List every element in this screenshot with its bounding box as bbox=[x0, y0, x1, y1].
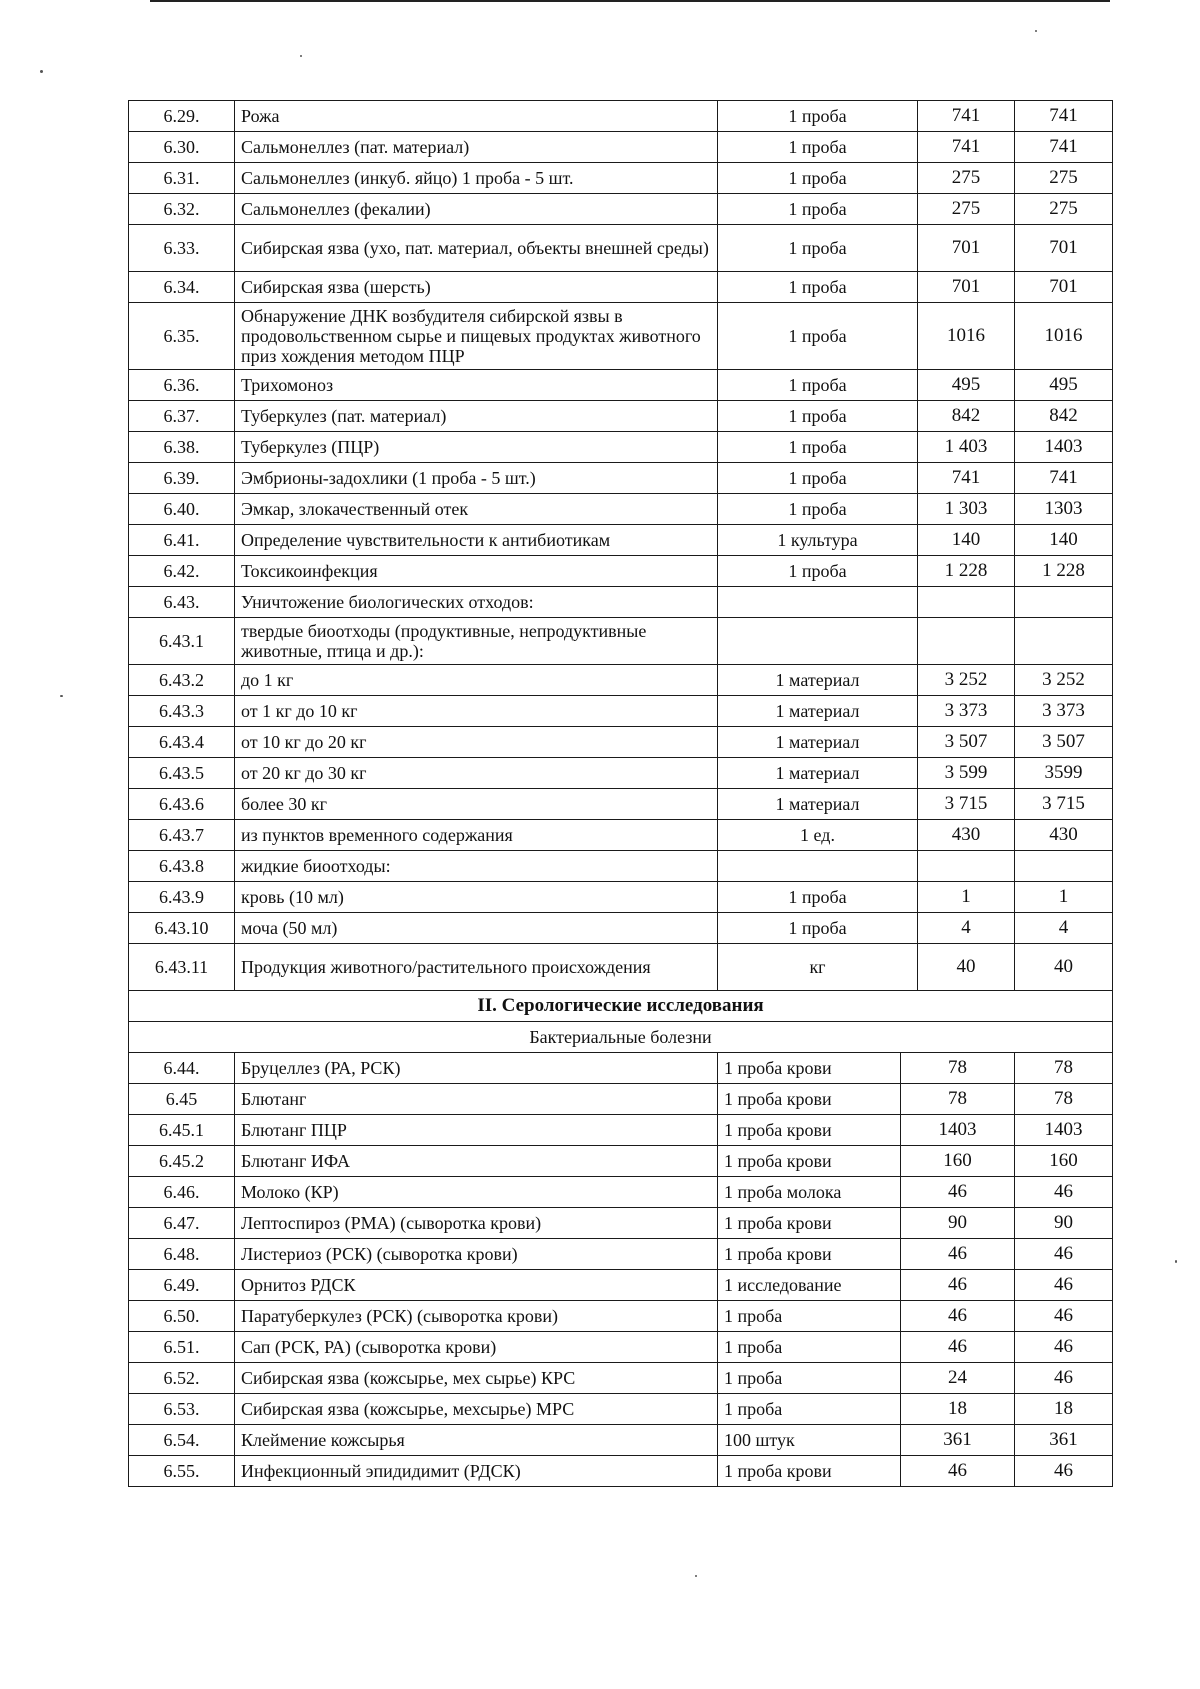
row-number: 6.31. bbox=[129, 163, 235, 194]
table-row bbox=[129, 758, 1113, 789]
row-unit: 1 материал bbox=[718, 696, 918, 727]
row-price-1: 275 bbox=[918, 194, 1015, 225]
row-service-name: Лептоспироз (РМА) (сыворотка крови) bbox=[235, 1208, 718, 1239]
row-unit: 1 проба bbox=[718, 370, 918, 401]
row-number: 6.43.4 bbox=[129, 727, 235, 758]
row-price-1: 46 bbox=[901, 1301, 1015, 1332]
row-price-1: 46 bbox=[901, 1270, 1015, 1301]
row-number: 6.49. bbox=[129, 1270, 235, 1301]
row-number: 6.43.7 bbox=[129, 820, 235, 851]
row-number: 6.47. bbox=[129, 1208, 235, 1239]
row-service-name: Сибирская язва (шерсть) bbox=[235, 272, 718, 303]
row-price-1: 90 bbox=[901, 1208, 1015, 1239]
row-service-name: Сальмонеллез (пат. материал) bbox=[235, 132, 718, 163]
row-service-name: моча (50 мл) bbox=[235, 913, 718, 944]
row-unit: 1 проба bbox=[718, 101, 918, 132]
row-unit: 1 проба bbox=[718, 913, 918, 944]
table-row bbox=[129, 225, 1113, 272]
scan-speck bbox=[300, 55, 302, 57]
table-row bbox=[129, 1394, 1113, 1425]
row-price-2: 40 bbox=[1015, 944, 1113, 991]
table-row bbox=[129, 194, 1113, 225]
row-price-1 bbox=[918, 618, 1015, 665]
row-number: 6.54. bbox=[129, 1425, 235, 1456]
row-service-name: Туберкулез (пат. материал) bbox=[235, 401, 718, 432]
row-unit: 1 проба bbox=[718, 303, 918, 370]
table-row bbox=[129, 727, 1113, 758]
row-service-name: более 30 кг bbox=[235, 789, 718, 820]
row-number: 6.50. bbox=[129, 1301, 235, 1332]
row-unit: 1 материал bbox=[718, 727, 918, 758]
section-title: II. Серологические исследования bbox=[129, 991, 1113, 1022]
row-price-1: 24 bbox=[901, 1363, 1015, 1394]
row-service-name: Трихомоноз bbox=[235, 370, 718, 401]
row-unit: 1 проба bbox=[718, 272, 918, 303]
table-row bbox=[129, 1239, 1113, 1270]
row-price-1: 140 bbox=[918, 525, 1015, 556]
scan-speck bbox=[1035, 30, 1037, 32]
subsection-title: Бактериальные болезни bbox=[129, 1022, 1113, 1053]
row-number: 6.33. bbox=[129, 225, 235, 272]
row-price-2: 1303 bbox=[1015, 494, 1113, 525]
row-number: 6.30. bbox=[129, 132, 235, 163]
table-row bbox=[129, 587, 1113, 618]
row-unit: 1 материал bbox=[718, 758, 918, 789]
row-price-2: 4 bbox=[1015, 913, 1113, 944]
scan-speck bbox=[1175, 1260, 1177, 1263]
table-row bbox=[129, 851, 1113, 882]
row-number: 6.36. bbox=[129, 370, 235, 401]
row-price-2: 46 bbox=[1015, 1456, 1113, 1487]
row-unit: 1 проба bbox=[718, 1301, 901, 1332]
row-number: 6.46. bbox=[129, 1177, 235, 1208]
row-price-2: 78 bbox=[1015, 1053, 1113, 1084]
row-unit: 1 проба крови bbox=[718, 1053, 901, 1084]
row-service-name: Паратуберкулез (РСК) (сыворотка крови) bbox=[235, 1301, 718, 1332]
table-row bbox=[129, 1363, 1113, 1394]
row-price-1: 46 bbox=[901, 1239, 1015, 1270]
row-number: 6.43. bbox=[129, 587, 235, 618]
row-number: 6.43.2 bbox=[129, 665, 235, 696]
table-row bbox=[129, 1115, 1113, 1146]
row-service-name: Блютанг ПЦР bbox=[235, 1115, 718, 1146]
row-unit: 1 проба bbox=[718, 556, 918, 587]
table-row bbox=[129, 463, 1113, 494]
row-unit: 1 проба bbox=[718, 432, 918, 463]
row-price-2 bbox=[1015, 587, 1113, 618]
row-unit bbox=[718, 851, 918, 882]
row-unit: 1 проба bbox=[718, 1332, 901, 1363]
row-number: 6.38. bbox=[129, 432, 235, 463]
row-service-name: Продукция животного/растительного происхождения bbox=[235, 944, 718, 991]
row-unit: 1 проба крови bbox=[718, 1146, 901, 1177]
row-service-name: Листериоз (РСК) (сыворотка крови) bbox=[235, 1239, 718, 1270]
row-price-1: 1 228 bbox=[918, 556, 1015, 587]
table-row bbox=[129, 1332, 1113, 1363]
row-price-1: 78 bbox=[901, 1084, 1015, 1115]
row-price-1: 18 bbox=[901, 1394, 1015, 1425]
table-row bbox=[129, 1146, 1113, 1177]
row-price-2: 842 bbox=[1015, 401, 1113, 432]
row-number: 6.43.1 bbox=[129, 618, 235, 665]
row-unit: 1 проба bbox=[718, 194, 918, 225]
row-service-name: Инфекционный эпидидимит (РДСК) bbox=[235, 1456, 718, 1487]
row-service-name: Сап (РСК, РА) (сыворотка крови) bbox=[235, 1332, 718, 1363]
row-price-1: 3 715 bbox=[918, 789, 1015, 820]
row-price-2: 3 507 bbox=[1015, 727, 1113, 758]
row-service-name: Сальмонеллез (инкуб. яйцо) 1 проба - 5 шт. bbox=[235, 163, 718, 194]
row-price-2: 18 bbox=[1015, 1394, 1113, 1425]
row-service-name: Сибирская язва (ухо, пат. материал, объекты внешней среды) bbox=[235, 225, 718, 272]
row-number: 6.45 bbox=[129, 1084, 235, 1115]
row-service-name: до 1 кг bbox=[235, 665, 718, 696]
row-number: 6.45.2 bbox=[129, 1146, 235, 1177]
row-number: 6.45.1 bbox=[129, 1115, 235, 1146]
row-price-1 bbox=[918, 851, 1015, 882]
row-unit bbox=[718, 618, 918, 665]
row-price-1: 3 252 bbox=[918, 665, 1015, 696]
table-row bbox=[129, 303, 1113, 370]
row-service-name: Эмкар, злокачественный отек bbox=[235, 494, 718, 525]
row-number: 6.35. bbox=[129, 303, 235, 370]
row-number: 6.43.5 bbox=[129, 758, 235, 789]
row-price-1: 40 bbox=[918, 944, 1015, 991]
table-row bbox=[129, 1053, 1113, 1084]
row-price-1: 430 bbox=[918, 820, 1015, 851]
row-number: 6.41. bbox=[129, 525, 235, 556]
row-price-2: 1403 bbox=[1015, 432, 1113, 463]
row-price-2: 3 252 bbox=[1015, 665, 1113, 696]
table-row bbox=[129, 913, 1113, 944]
table-section-headers bbox=[129, 991, 1113, 1053]
row-price-2: 46 bbox=[1015, 1332, 1113, 1363]
table-row bbox=[129, 1301, 1113, 1332]
table-row bbox=[129, 1208, 1113, 1239]
row-unit: 1 проба bbox=[718, 463, 918, 494]
row-unit: 1 проба bbox=[718, 882, 918, 913]
row-price-2: 140 bbox=[1015, 525, 1113, 556]
row-unit: 1 проба молока bbox=[718, 1177, 901, 1208]
row-price-1: 275 bbox=[918, 163, 1015, 194]
row-price-2: 160 bbox=[1015, 1146, 1113, 1177]
row-unit: кг bbox=[718, 944, 918, 991]
row-service-name: Обнаружение ДНК возбудителя сибирской язвы в продовольственном сырье и пищевых продуктах животного приз хождения методом ПЦР bbox=[235, 303, 718, 370]
row-price-2: 3599 bbox=[1015, 758, 1113, 789]
row-unit: 1 проба bbox=[718, 401, 918, 432]
table-row bbox=[129, 882, 1113, 913]
row-service-name: Уничтожение биологических отходов: bbox=[235, 587, 718, 618]
row-service-name: Сибирская язва (кожсырье, мех сырье) КРС bbox=[235, 1363, 718, 1394]
row-price-1: 160 bbox=[901, 1146, 1015, 1177]
row-service-name: Блютанг ИФА bbox=[235, 1146, 718, 1177]
row-number: 6.40. bbox=[129, 494, 235, 525]
scan-speck bbox=[695, 1575, 697, 1577]
row-price-1: 46 bbox=[901, 1456, 1015, 1487]
row-number: 6.39. bbox=[129, 463, 235, 494]
price-table bbox=[128, 100, 1113, 1487]
table-row bbox=[129, 1425, 1113, 1456]
row-number: 6.37. bbox=[129, 401, 235, 432]
row-unit: 1 ед. bbox=[718, 820, 918, 851]
row-number: 6.53. bbox=[129, 1394, 235, 1425]
row-price-2: 78 bbox=[1015, 1084, 1113, 1115]
row-unit: 1 проба крови bbox=[718, 1084, 901, 1115]
row-price-1: 3 373 bbox=[918, 696, 1015, 727]
table-row bbox=[129, 1270, 1113, 1301]
row-number: 6.34. bbox=[129, 272, 235, 303]
row-service-name: от 1 кг до 10 кг bbox=[235, 696, 718, 727]
row-price-2: 1403 bbox=[1015, 1115, 1113, 1146]
row-price-1: 1 303 bbox=[918, 494, 1015, 525]
row-service-name: Туберкулез (ПЦР) bbox=[235, 432, 718, 463]
table-section-b bbox=[129, 1053, 1113, 1487]
row-price-1: 78 bbox=[901, 1053, 1015, 1084]
row-price-2: 430 bbox=[1015, 820, 1113, 851]
table-row bbox=[129, 272, 1113, 303]
table-row bbox=[129, 132, 1113, 163]
row-unit: 1 культура bbox=[718, 525, 918, 556]
row-price-1: 741 bbox=[918, 132, 1015, 163]
row-unit: 1 проба bbox=[718, 494, 918, 525]
table-row bbox=[129, 944, 1113, 991]
row-price-2: 3 373 bbox=[1015, 696, 1113, 727]
row-unit: 1 материал bbox=[718, 665, 918, 696]
scan-speck bbox=[40, 70, 43, 73]
table-row bbox=[129, 370, 1113, 401]
row-price-2: 1 228 bbox=[1015, 556, 1113, 587]
row-unit: 1 проба крови bbox=[718, 1115, 901, 1146]
table-row bbox=[129, 525, 1113, 556]
row-unit: 1 проба bbox=[718, 225, 918, 272]
row-number: 6.43.9 bbox=[129, 882, 235, 913]
row-unit: 1 материал bbox=[718, 789, 918, 820]
row-price-1: 361 bbox=[901, 1425, 1015, 1456]
row-price-1: 1 bbox=[918, 882, 1015, 913]
row-price-1: 495 bbox=[918, 370, 1015, 401]
row-service-name: кровь (10 мл) bbox=[235, 882, 718, 913]
row-service-name: жидкие биоотходы: bbox=[235, 851, 718, 882]
row-price-2: 46 bbox=[1015, 1363, 1113, 1394]
table-row bbox=[129, 618, 1113, 665]
table-row bbox=[129, 556, 1113, 587]
table-row bbox=[129, 401, 1113, 432]
row-unit bbox=[718, 587, 918, 618]
row-price-2: 3 715 bbox=[1015, 789, 1113, 820]
page-top-edge bbox=[150, 0, 1110, 2]
row-number: 6.51. bbox=[129, 1332, 235, 1363]
table-row bbox=[129, 1084, 1113, 1115]
row-price-2: 46 bbox=[1015, 1239, 1113, 1270]
row-price-2 bbox=[1015, 851, 1113, 882]
row-price-2: 1016 bbox=[1015, 303, 1113, 370]
row-number: 6.55. bbox=[129, 1456, 235, 1487]
row-service-name: Рожа bbox=[235, 101, 718, 132]
row-price-1: 741 bbox=[918, 101, 1015, 132]
row-number: 6.43.6 bbox=[129, 789, 235, 820]
row-unit: 1 проба bbox=[718, 1394, 901, 1425]
row-price-2: 90 bbox=[1015, 1208, 1113, 1239]
row-service-name: от 10 кг до 20 кг bbox=[235, 727, 718, 758]
row-service-name: Орнитоз РДСК bbox=[235, 1270, 718, 1301]
row-price-2: 46 bbox=[1015, 1270, 1113, 1301]
row-service-name: Сальмонеллез (фекалии) bbox=[235, 194, 718, 225]
row-price-2: 1 bbox=[1015, 882, 1113, 913]
row-unit: 1 проба bbox=[718, 1363, 901, 1394]
row-number: 6.52. bbox=[129, 1363, 235, 1394]
row-number: 6.43.8 bbox=[129, 851, 235, 882]
table-row bbox=[129, 432, 1113, 463]
row-number: 6.42. bbox=[129, 556, 235, 587]
row-number: 6.29. bbox=[129, 101, 235, 132]
row-price-1: 701 bbox=[918, 225, 1015, 272]
row-price-2: 275 bbox=[1015, 194, 1113, 225]
row-price-2 bbox=[1015, 618, 1113, 665]
row-price-1: 4 bbox=[918, 913, 1015, 944]
table-row bbox=[129, 101, 1113, 132]
row-number: 6.44. bbox=[129, 1053, 235, 1084]
row-service-name: Клеймение кожсырья bbox=[235, 1425, 718, 1456]
row-price-2: 361 bbox=[1015, 1425, 1113, 1456]
row-price-1: 46 bbox=[901, 1332, 1015, 1363]
table-row bbox=[129, 696, 1113, 727]
row-price-2: 46 bbox=[1015, 1301, 1113, 1332]
row-number: 6.32. bbox=[129, 194, 235, 225]
row-price-1: 3 599 bbox=[918, 758, 1015, 789]
row-price-2: 741 bbox=[1015, 132, 1113, 163]
row-number: 6.43.3 bbox=[129, 696, 235, 727]
row-unit: 1 проба крови bbox=[718, 1208, 901, 1239]
row-price-2: 701 bbox=[1015, 272, 1113, 303]
row-unit: 1 исследование bbox=[718, 1270, 901, 1301]
row-unit: 1 проба bbox=[718, 163, 918, 194]
row-price-2: 741 bbox=[1015, 101, 1113, 132]
table-row bbox=[129, 789, 1113, 820]
row-service-name: из пунктов временного содержания bbox=[235, 820, 718, 851]
row-price-1: 3 507 bbox=[918, 727, 1015, 758]
row-unit: 1 проба bbox=[718, 132, 918, 163]
row-price-2: 275 bbox=[1015, 163, 1113, 194]
row-price-2: 46 bbox=[1015, 1177, 1113, 1208]
row-price-1: 741 bbox=[918, 463, 1015, 494]
row-service-name: Блютанг bbox=[235, 1084, 718, 1115]
row-price-2: 701 bbox=[1015, 225, 1113, 272]
row-number: 6.48. bbox=[129, 1239, 235, 1270]
row-service-name: Токсикоинфекция bbox=[235, 556, 718, 587]
row-price-2: 741 bbox=[1015, 463, 1113, 494]
row-unit: 1 проба крови bbox=[718, 1239, 901, 1270]
scan-speck bbox=[60, 695, 63, 697]
row-service-name: Определение чувствительности к антибиотикам bbox=[235, 525, 718, 556]
table-row bbox=[129, 163, 1113, 194]
table-row bbox=[129, 665, 1113, 696]
row-unit: 1 проба крови bbox=[718, 1456, 901, 1487]
row-service-name: Бруцеллез (РА, РСК) bbox=[235, 1053, 718, 1084]
row-service-name: Сибирская язва (кожсырье, мехсырье) МРС bbox=[235, 1394, 718, 1425]
row-number: 6.43.11 bbox=[129, 944, 235, 991]
table-row bbox=[129, 494, 1113, 525]
table-section-a bbox=[129, 101, 1113, 991]
row-service-name: Эмбрионы-задохлики (1 проба - 5 шт.) bbox=[235, 463, 718, 494]
row-price-1: 46 bbox=[901, 1177, 1015, 1208]
row-service-name: Молоко (КР) bbox=[235, 1177, 718, 1208]
table-row bbox=[129, 820, 1113, 851]
row-price-1: 1 403 bbox=[918, 432, 1015, 463]
row-price-1: 1403 bbox=[901, 1115, 1015, 1146]
row-price-1: 701 bbox=[918, 272, 1015, 303]
row-number: 6.43.10 bbox=[129, 913, 235, 944]
row-service-name: от 20 кг до 30 кг bbox=[235, 758, 718, 789]
row-price-1 bbox=[918, 587, 1015, 618]
row-unit: 100 штук bbox=[718, 1425, 901, 1456]
row-price-2: 495 bbox=[1015, 370, 1113, 401]
row-price-1: 842 bbox=[918, 401, 1015, 432]
row-price-1: 1016 bbox=[918, 303, 1015, 370]
table-row bbox=[129, 1177, 1113, 1208]
row-service-name: твердые биоотходы (продуктивные, непродуктивные животные, птица и др.): bbox=[235, 618, 718, 665]
table-row bbox=[129, 1456, 1113, 1487]
